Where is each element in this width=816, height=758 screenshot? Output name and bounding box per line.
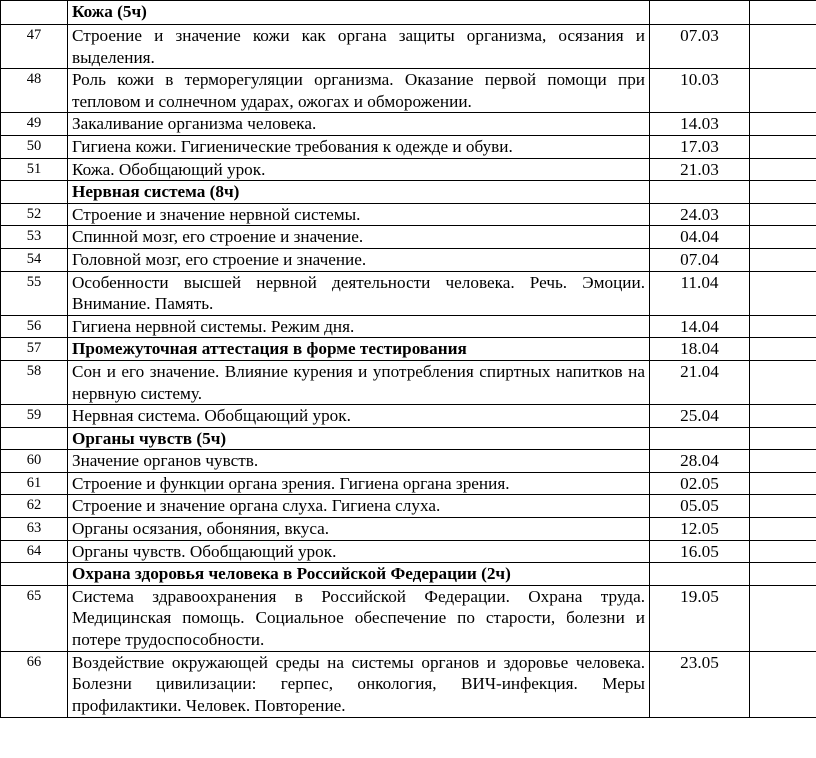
lesson-date: 21.03 [650, 158, 750, 181]
notes-cell [750, 181, 816, 204]
lesson-topic: Строение и функции органа зрения. Гигиена органа зрения. [68, 472, 650, 495]
lesson-topic: Система здравоохранения в Российской Федерации. Охрана труда. Медицинская помощь. Социальное обеспечение по старости, болезни и потере трудоспособности. [68, 585, 650, 651]
notes-cell [750, 315, 816, 338]
table-row [1, 135, 816, 158]
notes-cell [750, 495, 816, 518]
lesson-date: 25.04 [650, 405, 750, 428]
notes-cell [750, 360, 816, 404]
lesson-date: 10.03 [650, 69, 750, 113]
section-row [1, 181, 816, 204]
section-row [1, 563, 816, 586]
table-row [1, 248, 816, 271]
notes-cell [750, 651, 816, 717]
lesson-date: 14.04 [650, 315, 750, 338]
lesson-number: 57 [1, 338, 68, 361]
notes-cell [750, 450, 816, 473]
lessons-table-body [1, 1, 816, 718]
lesson-topic: Роль кожи в терморегуляции организма. Оказание первой помощи при тепловом и солнечном ударах, ожогах и обморожении. [68, 69, 650, 113]
lesson-date: 14.03 [650, 113, 750, 136]
lesson-number: 55 [1, 271, 68, 315]
table-row [1, 472, 816, 495]
lesson-number: 58 [1, 360, 68, 404]
section-row [1, 1, 816, 25]
lesson-number: 66 [1, 651, 68, 717]
lesson-topic: Кожа. Обобщающий урок. [68, 158, 650, 181]
lesson-date: 19.05 [650, 585, 750, 651]
lesson-date: 02.05 [650, 472, 750, 495]
lesson-date: 28.04 [650, 450, 750, 473]
notes-cell [750, 540, 816, 563]
table-row [1, 450, 816, 473]
num-cell [1, 427, 68, 450]
lesson-topic: Органы чувств. Обобщающий урок. [68, 540, 650, 563]
lesson-number: 54 [1, 248, 68, 271]
lesson-topic: Сон и его значение. Влияние курения и употребления спиртных напитков на нервную систему. [68, 360, 650, 404]
lesson-date: 07.03 [650, 25, 750, 69]
section-row [1, 427, 816, 450]
num-cell [1, 563, 68, 586]
lesson-topic: Промежуточная аттестация в форме тестирования [68, 338, 650, 361]
notes-cell [750, 271, 816, 315]
lesson-number: 48 [1, 69, 68, 113]
section-title: Нервная система (8ч) [68, 181, 650, 204]
lesson-topic: Особенности высшей нервной деятельности человека. Речь. Эмоции. Внимание. Память. [68, 271, 650, 315]
date-cell [650, 1, 750, 25]
notes-cell [750, 518, 816, 541]
lesson-topic: Воздействие окружающей среды на системы органов и здоровье человека. Болезни цивилизации: герпес, онкология, ВИЧ-инфекция. Меры профилактики. Человек. Повторение. [68, 651, 650, 717]
lesson-number: 53 [1, 226, 68, 249]
lesson-topic: Спинной мозг, его строение и значение. [68, 226, 650, 249]
lesson-topic: Головной мозг, его строение и значение. [68, 248, 650, 271]
notes-cell [750, 158, 816, 181]
lesson-date: 24.03 [650, 203, 750, 226]
num-cell [1, 181, 68, 204]
table-row [1, 69, 816, 113]
lesson-number: 61 [1, 472, 68, 495]
table-row [1, 226, 816, 249]
lesson-date: 04.04 [650, 226, 750, 249]
table-row [1, 540, 816, 563]
notes-cell [750, 585, 816, 651]
section-title: Органы чувств (5ч) [68, 427, 650, 450]
lesson-number: 49 [1, 113, 68, 136]
lesson-date: 16.05 [650, 540, 750, 563]
lesson-topic: Гигиена нервной системы. Режим дня. [68, 315, 650, 338]
lesson-date: 12.05 [650, 518, 750, 541]
lesson-date: 07.04 [650, 248, 750, 271]
lesson-topic: Строение и значение кожи как органа защиты организма, осязания и выделения. [68, 25, 650, 69]
lesson-date: 21.04 [650, 360, 750, 404]
lesson-date: 11.04 [650, 271, 750, 315]
table-row [1, 360, 816, 404]
notes-cell [750, 563, 816, 586]
table-row [1, 315, 816, 338]
notes-cell [750, 69, 816, 113]
lesson-topic: Органы осязания, обоняния, вкуса. [68, 518, 650, 541]
lesson-topic: Значение органов чувств. [68, 450, 650, 473]
date-cell [650, 427, 750, 450]
notes-cell [750, 472, 816, 495]
table-row [1, 271, 816, 315]
table-row [1, 203, 816, 226]
lesson-date: 17.03 [650, 135, 750, 158]
lesson-number: 62 [1, 495, 68, 518]
notes-cell [750, 25, 816, 69]
notes-cell [750, 338, 816, 361]
section-title: Кожа (5ч) [68, 1, 650, 25]
table-row [1, 405, 816, 428]
lesson-topic: Строение и значение нервной системы. [68, 203, 650, 226]
table-row [1, 338, 816, 361]
lesson-number: 60 [1, 450, 68, 473]
notes-cell [750, 405, 816, 428]
lesson-date: 23.05 [650, 651, 750, 717]
section-title: Охрана здоровья человека в Российской Федерации (2ч) [68, 563, 650, 586]
lesson-number: 65 [1, 585, 68, 651]
notes-cell [750, 1, 816, 25]
notes-cell [750, 135, 816, 158]
table-row [1, 113, 816, 136]
table-row [1, 158, 816, 181]
num-cell [1, 1, 68, 25]
lesson-number: 56 [1, 315, 68, 338]
lesson-number: 59 [1, 405, 68, 428]
lesson-date: 18.04 [650, 338, 750, 361]
lesson-date: 05.05 [650, 495, 750, 518]
lesson-number: 64 [1, 540, 68, 563]
lesson-number: 52 [1, 203, 68, 226]
table-row [1, 495, 816, 518]
lesson-number: 63 [1, 518, 68, 541]
notes-cell [750, 113, 816, 136]
lesson-number: 50 [1, 135, 68, 158]
lesson-topic: Нервная система. Обобщающий урок. [68, 405, 650, 428]
notes-cell [750, 427, 816, 450]
notes-cell [750, 203, 816, 226]
lesson-topic: Гигиена кожи. Гигиенические требования к одежде и обуви. [68, 135, 650, 158]
date-cell [650, 563, 750, 586]
table-row [1, 651, 816, 717]
lesson-topic: Закаливание организма человека. [68, 113, 650, 136]
notes-cell [750, 248, 816, 271]
lesson-topic: Строение и значение органа слуха. Гигиена слуха. [68, 495, 650, 518]
date-cell [650, 181, 750, 204]
lesson-number: 47 [1, 25, 68, 69]
table-row [1, 25, 816, 69]
lesson-number: 51 [1, 158, 68, 181]
table-row [1, 585, 816, 651]
table-row [1, 518, 816, 541]
notes-cell [750, 226, 816, 249]
